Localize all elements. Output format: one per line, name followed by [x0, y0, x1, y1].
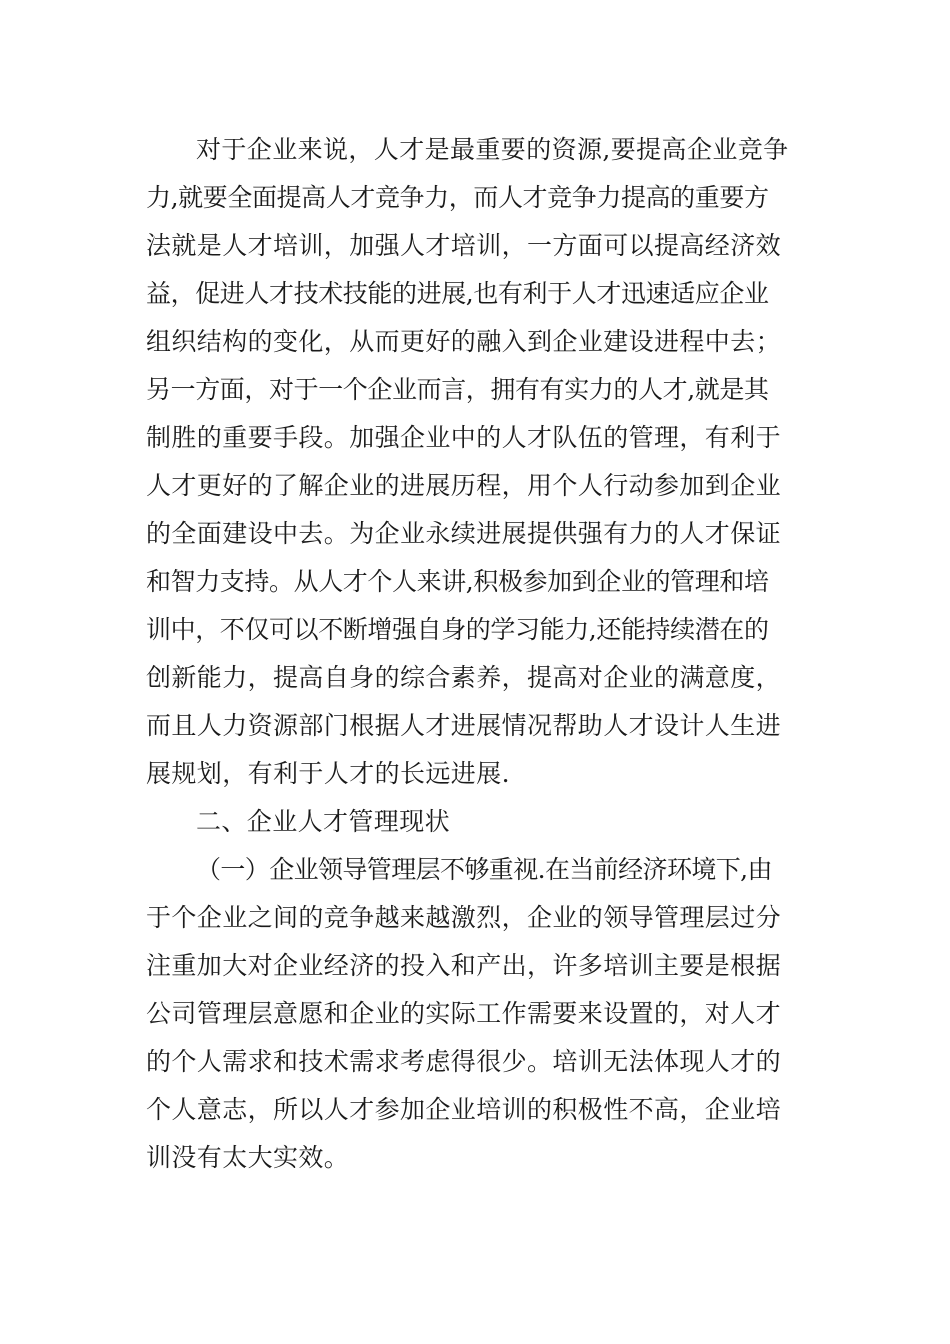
- paragraph-1-line-14: 展规划，有利于人才的长远进展.: [146, 759, 510, 788]
- paragraph-2-line-4: 公司管理层意愿和企业的实际工作需要来设置的，对人才: [146, 999, 782, 1028]
- paragraph-1-line-2: 力,就要全面提高人才竞争力，而人才竞争力提高的重要方: [146, 183, 769, 212]
- paragraph-1-line-7: 制胜的重要手段。加强企业中的人才队伍的管理，有利于: [146, 423, 782, 452]
- paragraph-1-line-11: 训中，不仅可以不断增强自身的学习能力,还能持续潜在的: [146, 615, 769, 644]
- paragraph-1-line-5: 组织结构的变化，从而更好的融入到企业建设进程中去；: [146, 327, 782, 356]
- paragraph-1-line-12: 创新能力，提高自身的综合素养，提高对企业的满意度，: [146, 663, 782, 692]
- paragraph-2-line-6: 个人意志，所以人才参加企业培训的积极性不高，企业培: [146, 1095, 782, 1124]
- paragraph-1-line-4: 益，促进人才技术技能的进展,也有利于人才迅速适应企业: [146, 279, 769, 308]
- paragraph-1-line-3: 法就是人才培训，加强人才培训，一方面可以提高经济效: [146, 231, 782, 260]
- paragraph-1-line-8: 人才更好的了解企业的进展历程，用个人行动参加到企业: [146, 471, 782, 500]
- paragraph-2-line-1: （一）企业领导管理层不够重视.在当前经济环境下,由: [196, 855, 772, 884]
- section-heading: 二、企业人才管理现状: [196, 807, 451, 836]
- paragraph-2-line-3: 注重加大对企业经济的投入和产出，许多培训主要是根据: [146, 951, 782, 980]
- paragraph-1-line-10: 和智力支持。从人才个人来讲,积极参加到企业的管理和培: [146, 567, 769, 596]
- paragraph-2-line-2: 于个企业之间的竞争越来越激烈，企业的领导管理层过分: [146, 903, 782, 932]
- paragraph-1-line-13: 而且人力资源部门根据人才进展情况帮助人才设计人生进: [146, 711, 782, 740]
- paragraph-2-line-5: 的个人需求和技术需求考虑得很少。培训无法体现人才的: [146, 1047, 782, 1076]
- paragraph-2-line-7: 训没有太大实效。: [146, 1143, 350, 1172]
- paragraph-1-line-6: 另一方面，对于一个企业而言，拥有有实力的人才,就是其: [146, 375, 769, 404]
- paragraph-1-line-9: 的全面建设中去。为企业永续进展提供强有力的人才保证: [146, 519, 782, 548]
- paragraph-1-line-1: 对于企业来说，人才是最重要的资源,要提高企业竞争: [196, 135, 789, 164]
